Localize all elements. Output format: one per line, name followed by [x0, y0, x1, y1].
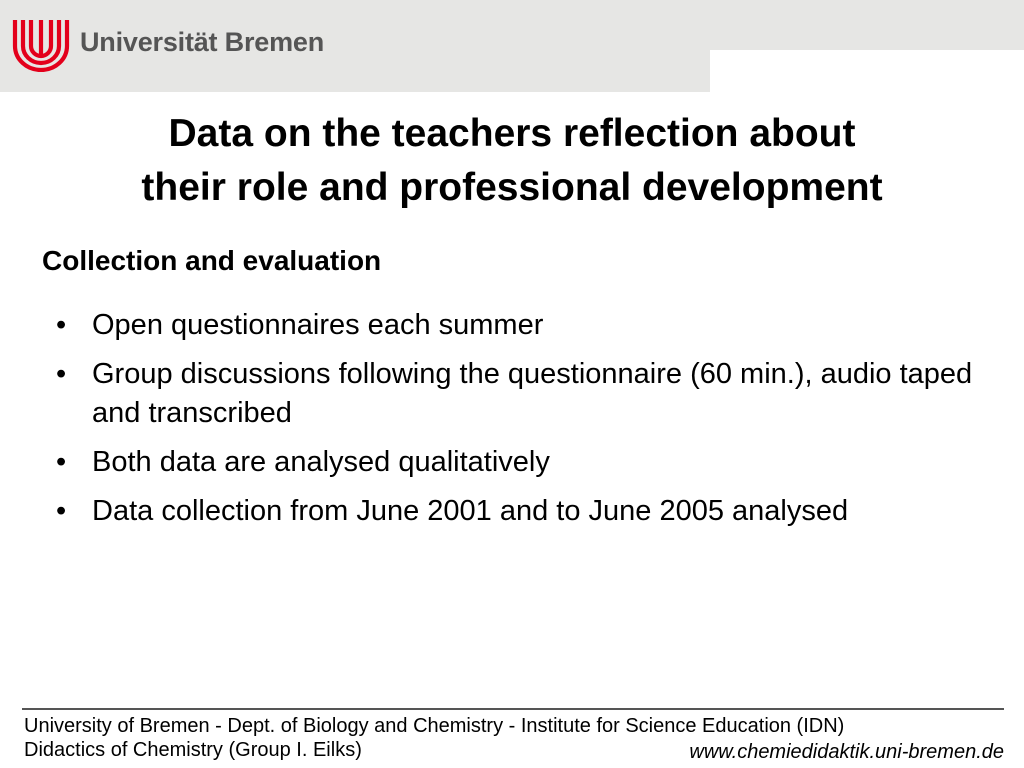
bullet-item [48, 492, 1008, 531]
slide-title-line-1: Data on the teachers reflection about [168, 112, 856, 155]
university-name: Universität Bremen [80, 27, 324, 57]
bullet-text: Both data are analysed qualitatively [92, 446, 550, 478]
bullet-dot-icon: • [56, 446, 67, 478]
slide-title-line-2: their role and professional development [141, 166, 883, 209]
footer-institution: University of Bremen - Dept. of Biology and Chemistry - Institute for Science Education (IDN) [24, 715, 845, 737]
bullet-list [48, 306, 1008, 541]
footer-website-link[interactable]: www.chemiedidaktik.uni-bremen.de [689, 741, 1004, 763]
bullet-text: Open questionnaires each summer [92, 309, 544, 341]
bullet-text: Group discussions following the questionnaire (60 min.), audio taped and transcribed [92, 358, 973, 429]
bullet-item [48, 443, 1008, 482]
section-subheading: Collection and evaluation [42, 245, 382, 276]
slide-title [40, 107, 984, 215]
university-bremen-logo-icon [10, 16, 72, 72]
footer-divider [22, 708, 1004, 710]
bullet-item [48, 306, 1008, 345]
bullet-item [48, 355, 1008, 433]
bullet-dot-icon: • [56, 358, 67, 390]
header-notch [710, 50, 1024, 92]
bullet-dot-icon: • [56, 309, 67, 341]
bullet-dot-icon: • [56, 495, 67, 527]
footer-group: Didactics of Chemistry (Group I. Eilks) [24, 739, 362, 761]
bullet-text: Data collection from June 2001 and to June 2005 analysed [92, 495, 849, 527]
